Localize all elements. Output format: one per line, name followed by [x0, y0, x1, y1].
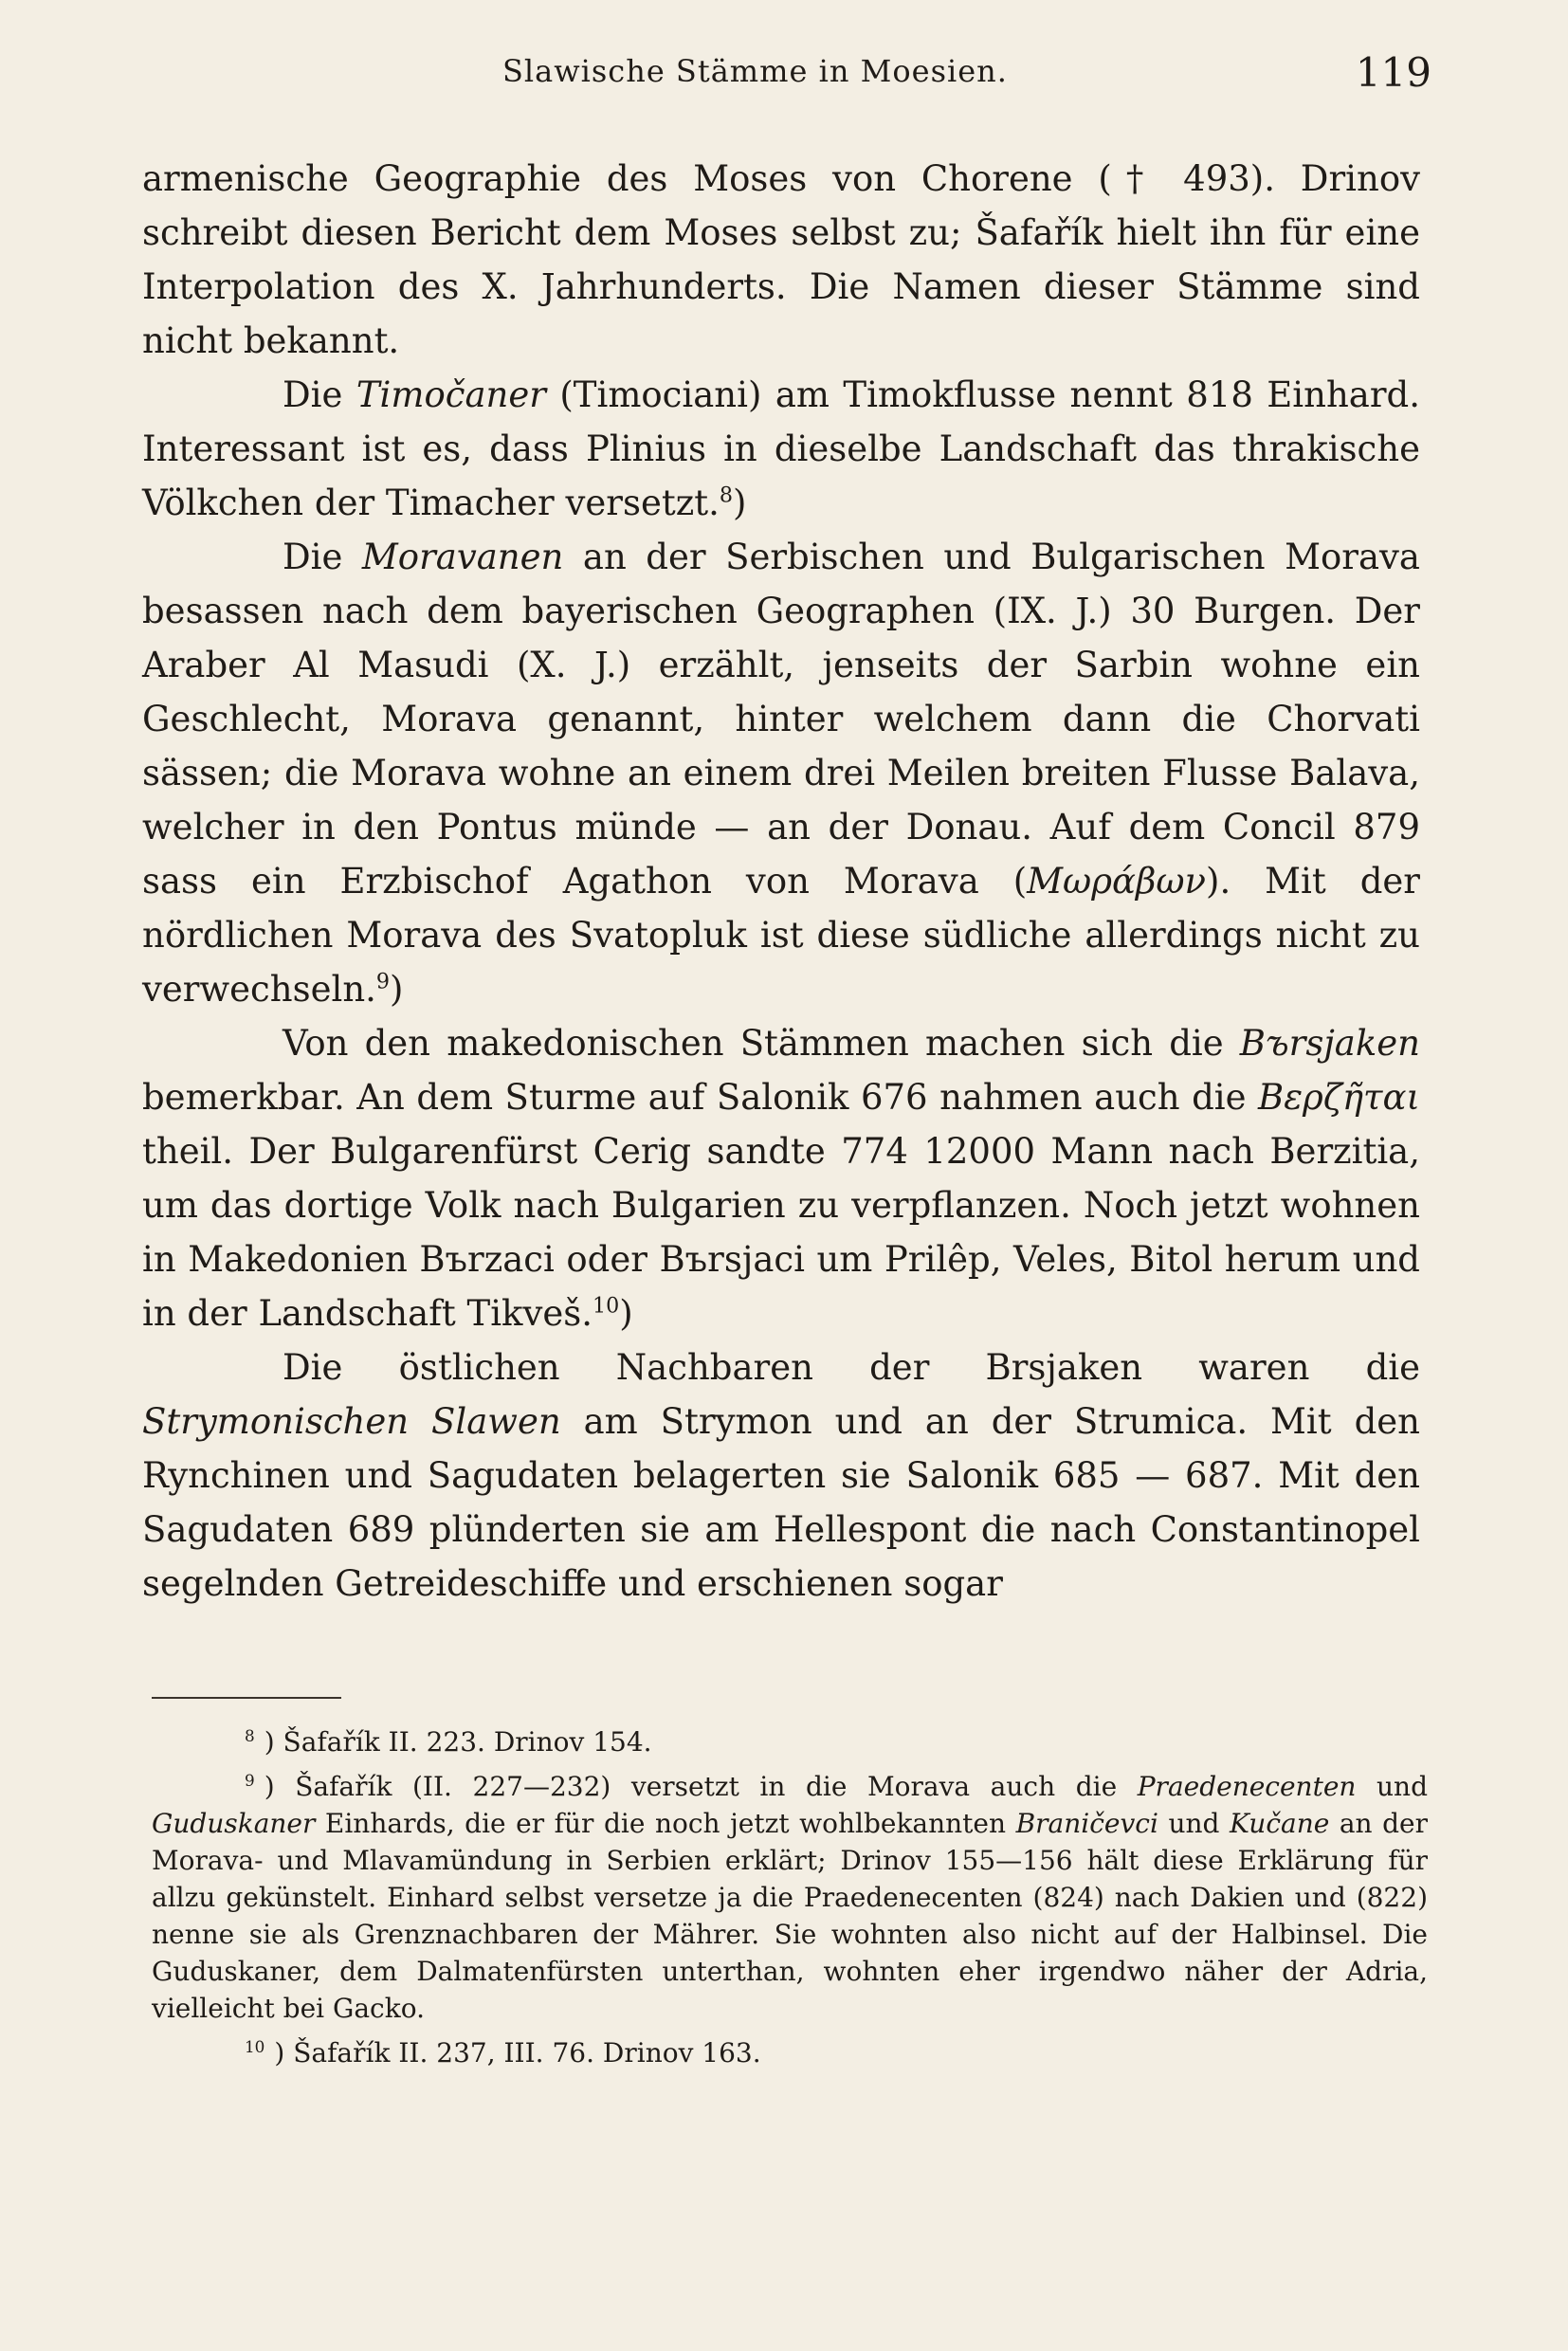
text-run: ): [619, 1293, 633, 1334]
text-run: Einhards, die er für die noch jetzt wohlbekannten: [315, 1808, 1016, 1839]
text-run: Šafařík II. 223. Drinov 154.: [283, 1726, 652, 1758]
italic-term: Moravanen: [361, 537, 564, 577]
text-run: Von den makedonischen Stämmen machen sich die: [283, 1023, 1240, 1064]
page-header: [142, 49, 1431, 106]
italic-term: Kučane: [1229, 1808, 1330, 1839]
footnotes: [152, 1723, 1428, 2079]
italic-term: Strymonischen Slawen: [142, 1401, 561, 1442]
footnote: [152, 1723, 1428, 1760]
footnote-mark-paren: ): [264, 1771, 296, 1802]
paragraph: [142, 1016, 1420, 1340]
text-run: ). Mit der nördlichen Morava des Svatopluk ist diese südliche allerdings nicht zu verwechseln.: [142, 861, 1420, 1010]
footnote-separator: [152, 1697, 341, 1699]
text-run: ): [390, 969, 404, 1010]
text-run: Die: [283, 537, 362, 577]
text-run: am Strymon und an der Strumica. Mit den Rynchinen und Sagudaten belagerten sie Salonik 685 — 687. Mit den Sagudaten 689 plünderten sie am Hellespont die nach Constantinopel segelnden Getreideschiffe und erschienen sogar: [142, 1401, 1420, 1604]
text-run: Šafařík II. 237, III. 76. Drinov 163.: [293, 2037, 761, 2069]
italic-term: Βερζῆται: [1258, 1077, 1420, 1118]
page-number: 119: [1355, 49, 1431, 96]
footnote: [152, 2034, 1428, 2071]
footnote-mark-paren: ): [274, 2037, 294, 2069]
main-text: [142, 152, 1420, 1611]
paragraph: [142, 1340, 1420, 1611]
italic-term: Braničevci: [1015, 1808, 1158, 1839]
footnote-mark: 9: [245, 1770, 255, 1790]
italic-term: Bъrsjaken: [1239, 1023, 1420, 1064]
text-run: (Timociani) am Timokflusse nennt 818 Einhard. Interessant ist es, dass Plinius in dieselbe Landschaft das thrakische Völkchen der Timacher versetzt.: [142, 374, 1420, 523]
text-run: ): [732, 483, 747, 523]
italic-term: Guduskaner: [152, 1808, 316, 1839]
paragraph: [142, 152, 1420, 368]
footnote-reference: 9: [375, 969, 391, 994]
text-run: an der Morava- und Mlavamündung in Serbien erklärt; Drinov 155—156 hält diese Erklärung für allzu gekünstelt. Einhard selbst versetze ja die Praedenecenten (824) nach Dakien und (822) nenne sie als Grenznachbaren der Mährer. Sie wohnten also nicht auf der Halbinsel. Die Guduskaner, dem Dalmatenfürsten unterthan, wohnten eher irgendwo näher der Adria, vielleicht bei Gacko.: [152, 1808, 1428, 2024]
text-run: theil. Der Bulgarenfürst Cerig sandte 774 12000 Mann nach Berzitia, um das dortige Volk nach Bulgarien zu verpflanzen. Noch jetzt wohnen in Makedonien Bъrzaci oder Bъrsjaci um Prilêp, Veles, Bitol herum und in der Landschaft Tikveš.: [142, 1131, 1420, 1334]
text-run: Die östlichen Nachbaren der Brsjaken waren die: [283, 1347, 1420, 1388]
text-run: bemerkbar. An dem Sturme auf Salonik 676 nahmen auch die: [142, 1077, 1259, 1118]
paragraph: [142, 368, 1420, 530]
footnote-reference: 8: [719, 483, 733, 508]
text-run: an der Serbischen und Bulgarischen Morava besassen nach dem bayerischen Geographen (IX. J.) 30 Burgen. Der Araber Al Masudi (X. J.) erzählt, jenseits der Sarbin wohne ein Geschlecht, Morava genannt, hinter welchem dann die Chorvati sässen; die Morava wohne an einem drei Meilen breiten Flusse Balava, welcher in den Pontus münde — an der Donau. Auf dem Concil 879 sass ein Erzbischof Agathon von Morava (: [142, 537, 1420, 902]
footnote-mark: 8: [245, 1725, 255, 1745]
running-title: Slawische Stämme in Moesien.: [502, 53, 1008, 89]
text-run: und: [1356, 1771, 1429, 1802]
text-run: Die: [283, 374, 356, 415]
italic-term: Timočaner: [356, 374, 546, 415]
footnote-mark: 10: [245, 2036, 265, 2056]
paragraph: [142, 530, 1420, 1016]
footnote: [152, 1768, 1428, 2027]
footnote-mark-paren: ): [264, 1726, 283, 1758]
text-run: Šafařík (II. 227—232) versetzt in die Morava auch die: [295, 1771, 1138, 1802]
italic-term: Praedenecenten: [1137, 1771, 1357, 1802]
italic-term: Μωράβων: [1027, 861, 1207, 902]
text-run: armenische Geographie des Moses von Chorene († 493). Drinov schreibt diesen Bericht dem Moses selbst zu; Šafařík hielt ihn für eine Interpolation des X. Jahrhunderts. Die Namen dieser Stämme sind nicht bekannt.: [142, 158, 1420, 361]
text-run: und: [1158, 1808, 1230, 1839]
footnote-reference: 10: [593, 1293, 620, 1319]
